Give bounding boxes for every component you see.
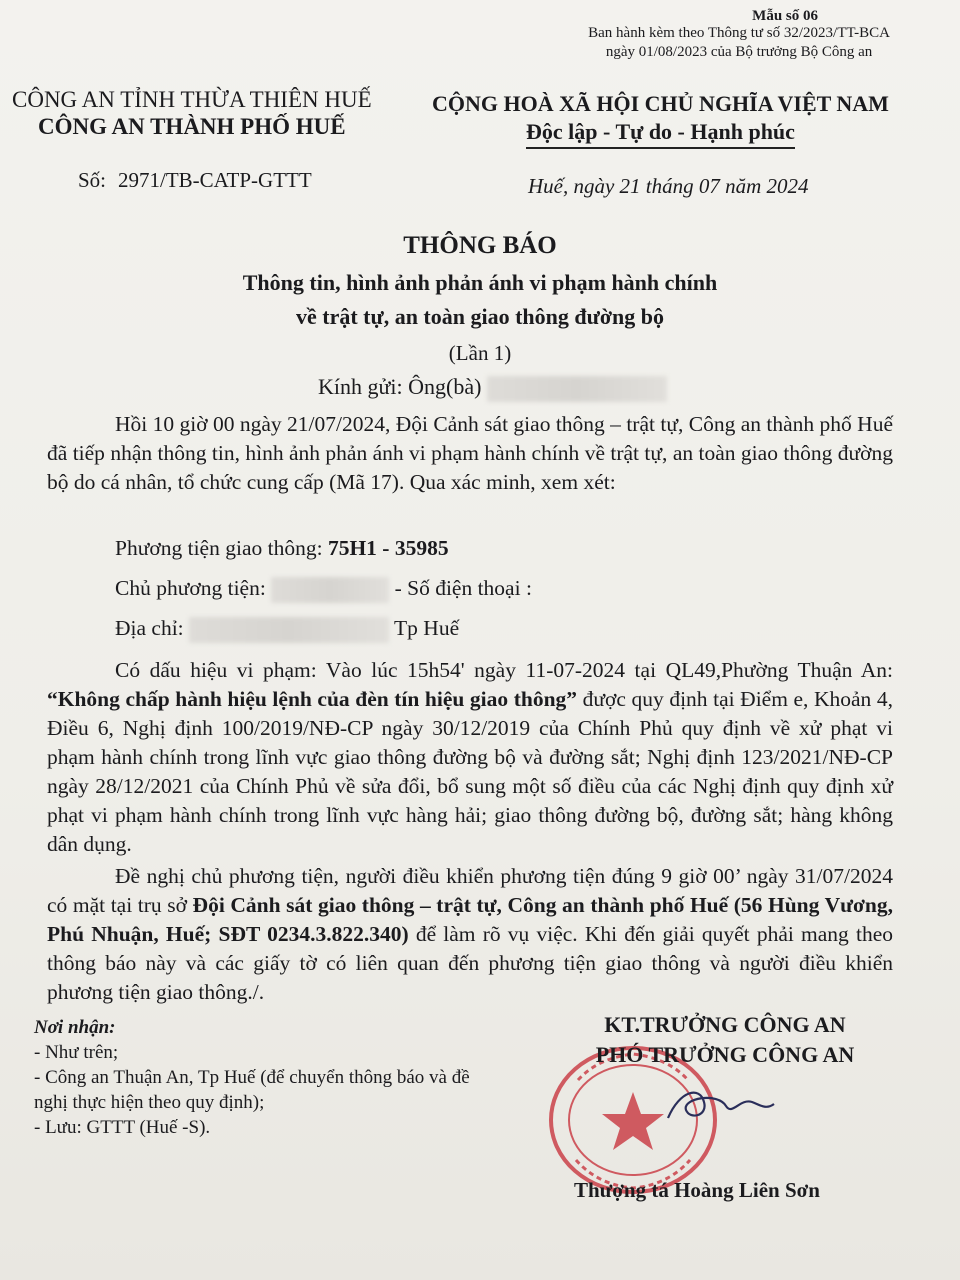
document-subtitle-2: về trật tự, an toàn giao thông đường bộ (295, 304, 664, 329)
signature-block (560, 1010, 890, 1070)
paragraph-violation (47, 656, 893, 859)
paragraph-request (47, 862, 893, 1007)
form-note (588, 24, 890, 62)
document-number (78, 168, 312, 193)
national-motto: Độc lập - Tự do - Hạnh phúc (526, 118, 795, 149)
signature-title-2: PHÓ TRƯỞNG CÔNG AN (595, 1042, 855, 1067)
address-city: Tp Huế (394, 616, 460, 640)
vehicle-line (115, 536, 449, 561)
form-note-line-1: Ban hành kèm theo Thông tư số 32/2023/TT-BCA (588, 25, 890, 41)
org-parent: CÔNG AN TỈNH THỪA THIÊN HUẾ (12, 87, 372, 112)
redacted-address (189, 617, 389, 643)
signer-name: Thượng tá Hoàng Liên Sơn (574, 1178, 820, 1202)
phone-label: - Số điện thoại : (394, 576, 532, 600)
vehicle-plate: 75H1 - 35985 (327, 536, 449, 560)
request-location: Đội Cảnh sát giao thông – trật tự, Công an thành phố Huế (56 Hùng Vương, Phú Nhuận, Huế; SĐT 0234.3.822.340) (47, 893, 893, 946)
violation-text-c: được quy định tại Điểm e, Khoản 4, Điều 6, Nghị định 100/2019/NĐ-CP ngày 30/12/2019 của Chính Phủ quy định về xử phạt vi phạm hành chính trong lĩnh vực giao thông đường bộ và đường sắt; Nghị định 123/2021/NĐ-CP ngày 28/12/2021 của Chính Phủ về sửa đổi, bổ sung một số điều của các Nghị định quy định xử phạt vi phạm hành chính trong lĩnh vực hàng hải; giao thông đường bộ, đường sắt; hàng không dân dụng. (47, 687, 894, 856)
owner-line (115, 576, 532, 603)
recipient-item: - Như trên; (34, 1042, 119, 1063)
recipients-block (34, 1015, 504, 1140)
document-subtitle-1: Thông tin, hình ảnh phản ánh vi phạm hành chính (242, 270, 718, 295)
document-number-label: Số: (78, 168, 107, 192)
document-number-value: 2971/TB-CATP-GTTT (118, 168, 312, 192)
issuing-organization (12, 86, 372, 140)
handwritten-signature (660, 1080, 780, 1130)
nation-name: CỘNG HOÀ XÃ HỘI CHỦ NGHĨA VIỆT NAM (432, 91, 889, 116)
recipient-item: - Công an Thuận An, Tp Huế (để chuyển thông báo và đề nghị thực hiện theo quy định); (34, 1067, 470, 1113)
owner-label: Chủ phương tiện: (115, 576, 266, 600)
paragraph-intro-text: Hồi 10 giờ 00 ngày 21/07/2024, Đội Cảnh sát giao thông – trật tự, Công an thành phố Huế đã tiếp nhận thông tin, hình ảnh phản ánh vi phạm hành chính về trật tự, an toàn giao thông đường bộ do cá nhân, tổ chức cung cấp (Mã 17). Qua xác minh, xem xét: (47, 412, 893, 494)
violation-text-a: Có dấu hiệu vi phạm: Vào lúc 15h54' ngày 11-07-2024 tại QL49,Phường Thuận An: (115, 658, 893, 682)
addressee (318, 374, 667, 402)
paragraph-intro (47, 410, 893, 497)
form-code: Mẫu số 06 (752, 8, 818, 24)
address-label: Địa chỉ: (115, 616, 184, 640)
vehicle-label: Phương tiện giao thông: (115, 536, 323, 560)
national-heading (432, 90, 889, 149)
signature-title-1: KT.TRƯỞNG CÔNG AN (604, 1012, 846, 1037)
address-line (115, 616, 459, 643)
form-note-line-2: ngày 01/08/2023 của Bộ trưởng Bộ Công an (605, 44, 873, 60)
recipient-item: - Lưu: GTTT (Huế -S). (34, 1117, 211, 1138)
recipients-heading: Nơi nhận: (34, 1017, 116, 1038)
addressee-label: Kính gửi: Ông(bà) (318, 374, 482, 399)
document-title: THÔNG BÁO (403, 232, 557, 259)
request-text-c: để làm rõ vụ việc. Khi đến giải quyết phải mang theo thông báo này và các giấy tờ có liên quan đến phương tiện giao thông và người điều khiển phương tiện giao thông./. (47, 922, 893, 1004)
org-name: CÔNG AN THÀNH PHỐ HUẾ (38, 114, 346, 139)
document-date: Huế, ngày 21 tháng 07 năm 2024 (528, 174, 809, 198)
notice-iteration: (Lần 1) (448, 341, 512, 365)
request-text-a: Đề nghị chủ phương tiện, người điều khiển phương tiện đúng 9 giờ 00’ ngày 31/07/2024 có mặt tại trụ sở (47, 864, 893, 917)
redacted-owner (271, 577, 389, 603)
redacted-name (487, 376, 667, 402)
violation-description: “Không chấp hành hiệu lệnh của đèn tín hiệu giao thông” (47, 687, 578, 711)
